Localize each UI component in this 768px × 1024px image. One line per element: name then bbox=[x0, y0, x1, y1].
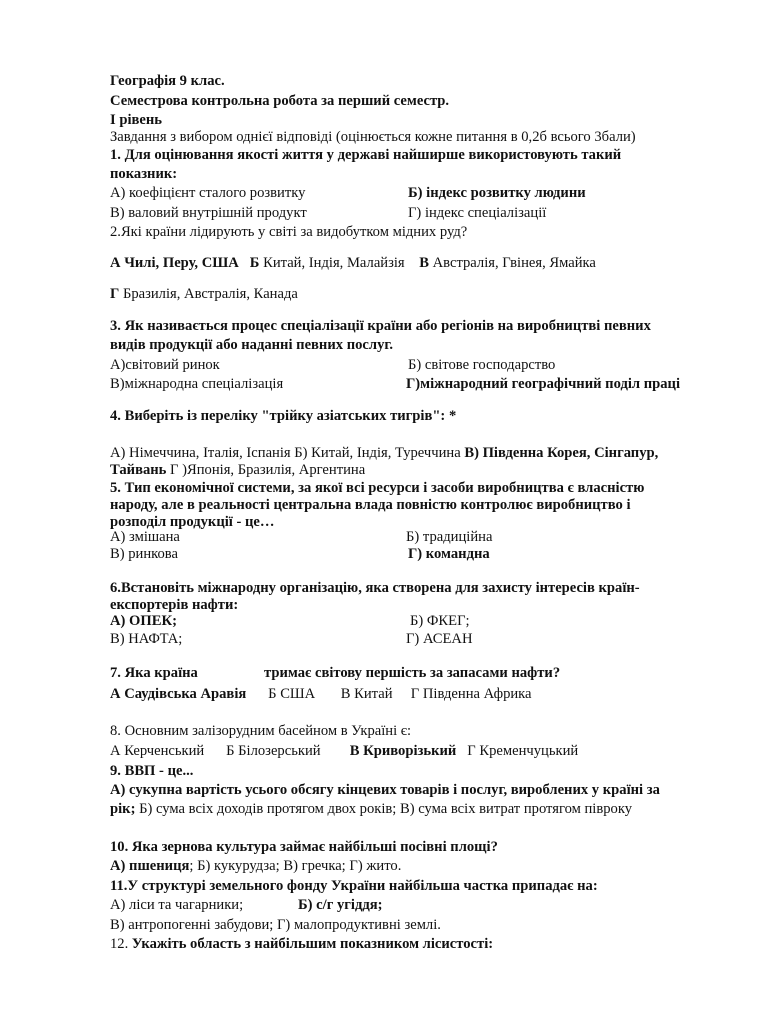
instructions: Завдання з вибором однієї відповіді (оцінюється кожне питання в 0,2б всього 3бали) bbox=[110, 129, 636, 145]
q4-options-ab: А) Німеччина, Італія, Іспанія Б) Китай, Індія, Туреччина bbox=[110, 445, 465, 461]
q6-question-line1: 6.Встановіть міжнародну організацію, яка створена для захисту інтересів країн- bbox=[110, 580, 640, 596]
q5-option-g-correct: Г) командна bbox=[408, 546, 490, 562]
q11-option-a: А) ліси та чагарники; bbox=[110, 897, 244, 913]
q3-option-b: Б) світове господарство bbox=[408, 357, 556, 373]
q11-question: 11.У структурі земельного фонду України найбільша частка припадає на: bbox=[110, 878, 598, 894]
q8-option-b: Б Білозерський bbox=[226, 743, 321, 759]
q10-question: 10. Яка зернова культура займає найбільші посівні площі? bbox=[110, 839, 498, 855]
q10-option-a-correct: А) пшениця bbox=[110, 858, 190, 874]
q7-option-v: В Китай bbox=[340, 686, 393, 702]
q8-question: 8. Основним залізорудним басейном в Україні є: bbox=[110, 723, 412, 739]
q1-option-g: Г) індекс спеціалізації bbox=[408, 205, 547, 221]
q2-option-g-row bbox=[110, 285, 298, 303]
q8-option-a: А Керченський bbox=[110, 743, 205, 759]
q2-option-v-letter: В bbox=[419, 255, 429, 271]
q2-option-b-letter: Б bbox=[249, 255, 260, 271]
q5-option-v: В) ринкова bbox=[110, 546, 178, 562]
q2-option-g-letter: Г bbox=[110, 286, 120, 302]
q12-number: 12. bbox=[110, 936, 132, 952]
q10-options-rest: ; Б) кукурудза; В) гречка; Г) жито. bbox=[189, 858, 402, 874]
q11-options-vg: В) антропогенні забудови; Г) малопродуктивні землі. bbox=[110, 917, 441, 933]
q2-option-b: Китай, Індія, Малайзія bbox=[263, 255, 405, 271]
q8-option-v-correct: В Криворізький bbox=[349, 743, 457, 759]
q5-question-line2: народу, але в реальності центральна влада повністю контролює виробництво і bbox=[110, 497, 631, 513]
q6-option-g: Г) АСЕАН bbox=[406, 631, 473, 647]
q4-options-line1 bbox=[110, 444, 658, 462]
q1-option-a: А) коефіцієнт сталого розвитку bbox=[110, 185, 306, 201]
q9-options-bv: Б) сума всіх доходів протягом двох років; В) сума всіх витрат протягом півроку bbox=[135, 801, 632, 817]
q3-option-g-correct: Г)міжнародний географічний поділ праці bbox=[406, 376, 681, 392]
q4-option-g: Г )Японія, Бразилія, Аргентина bbox=[166, 462, 366, 478]
q3-question-line1: 3. Як називається процес спеціалізації країни або регіонів на виробництві певних bbox=[110, 318, 651, 334]
q6-option-a-correct: А) ОПЕК; bbox=[110, 613, 177, 629]
doc-subtitle: Семестрова контрольна робота за перший семестр. bbox=[110, 93, 450, 109]
q1-question-line1: 1. Для оцінювання якості життя у державі найширше використовують такий bbox=[110, 147, 622, 163]
q9-option-a-correct: А) сукупна вартість усього обсягу кінцевих товарів і послуг, вироблених у країні за bbox=[110, 782, 660, 798]
q6-question-line2: експортерів нафти: bbox=[110, 597, 239, 613]
q3-option-a: А)світовий ринок bbox=[110, 357, 220, 373]
q6-option-b: Б) ФКЕГ; bbox=[410, 613, 470, 629]
q4-question: 4. Виберіть із переліку "трійку азіатських тигрів": * bbox=[110, 408, 457, 424]
q12-question-row bbox=[110, 935, 493, 953]
q2-options-row bbox=[110, 254, 596, 272]
q7-question-a: 7. Яка країна bbox=[110, 665, 198, 681]
q4-option-v-correct-cont: Тайвань bbox=[110, 462, 167, 478]
q9-question: 9. ВВП - це... bbox=[110, 763, 194, 779]
q2-option-g: Бразилія, Австралія, Канада bbox=[122, 286, 298, 302]
q7-option-g: Г Південна Африка bbox=[410, 686, 532, 702]
q1-option-v: В) валовий внутрішній продукт bbox=[110, 205, 307, 221]
q5-question-line1: 5. Тип економічної системи, за якої всі ресурси і засоби виробництва є власністю bbox=[110, 480, 645, 496]
q1-question-line2: показник: bbox=[110, 166, 178, 182]
q9-option-a-correct-cont: рік; bbox=[110, 801, 136, 817]
q8-option-g: Г Кременчуцький bbox=[467, 743, 579, 759]
q11-option-b-correct: Б) с/г угіддя; bbox=[298, 897, 383, 913]
q2-option-v: Австралія, Гвінея, Ямайка bbox=[432, 255, 596, 271]
q3-option-v: В)міжнародна спеціалізація bbox=[110, 376, 284, 392]
q7-option-b: Б США bbox=[268, 686, 316, 702]
q1-option-b-correct: Б) індекс розвитку людини bbox=[408, 185, 586, 201]
q2-question: 2.Які країни лідирують у світі за видобутком мідних руд? bbox=[110, 224, 468, 240]
q4-option-v-correct: В) Південна Корея, Сінгапур, bbox=[464, 445, 659, 461]
level-heading: І рівень bbox=[110, 112, 162, 128]
q5-option-a: А) змішана bbox=[110, 529, 180, 545]
q5-question-line3: розподіл продукції - це… bbox=[110, 514, 275, 530]
q5-option-b: Б) традиційна bbox=[406, 529, 493, 545]
q12-question: Укажіть область з найбільшим показником лісистості: bbox=[131, 936, 494, 952]
q7-option-a-correct: А Саудівська Аравія bbox=[110, 686, 247, 702]
q9-options-line2 bbox=[110, 800, 632, 818]
q6-option-v: В) НАФТА; bbox=[110, 631, 183, 647]
doc-title: Географія 9 клас. bbox=[110, 73, 225, 89]
q4-options-line2 bbox=[110, 461, 365, 479]
q7-question-b: тримає світову першість за запасами нафти? bbox=[264, 665, 561, 681]
q10-options-row bbox=[110, 857, 401, 875]
q2-option-a-correct: А Чилі, Перу, США bbox=[110, 255, 239, 271]
q3-question-line2: видів продукції або наданні певних послуг. bbox=[110, 337, 393, 353]
q7-options-row bbox=[110, 685, 532, 703]
q8-options-row bbox=[110, 742, 578, 760]
